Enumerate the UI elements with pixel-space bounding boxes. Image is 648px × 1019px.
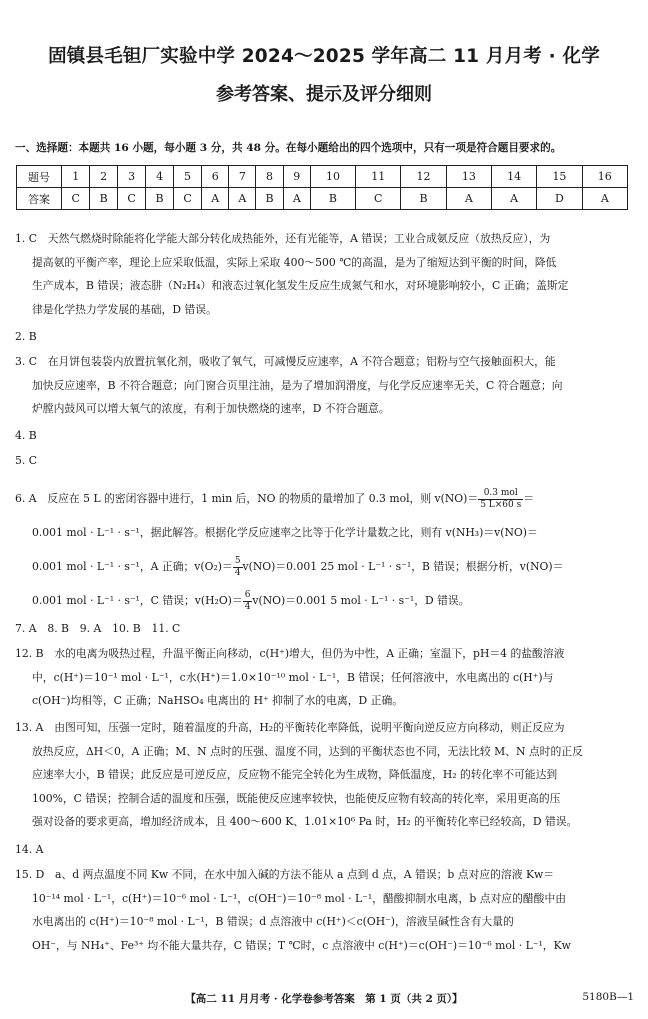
question-number: 1 bbox=[62, 166, 90, 188]
answer-cell: A bbox=[229, 188, 256, 210]
text-line: 中，c(H⁺)＝10⁻¹ mol · L⁻¹，c水(H⁺)＝1.0×10⁻¹⁰ mol · L⁻¹，B 错误；任何溶液中，水电离出的 c(H⁺)与 bbox=[32, 670, 554, 684]
question-number: 7 bbox=[229, 166, 256, 188]
answer-cell: B bbox=[310, 188, 355, 210]
explanation-q5: 5. C bbox=[15, 454, 37, 467]
q6-line1-end: ＝ bbox=[523, 492, 535, 505]
explanation-q6 bbox=[15, 482, 635, 618]
explanation-q1 bbox=[15, 227, 635, 321]
text-line: 1. C 天然气燃烧时除能将化学能大部分转化成热能外，还有光能等，A 错误；工业合成氨反应（放热反应），为 bbox=[15, 232, 551, 245]
explanation-q7-11: 7. A 8. B 9. A 10. B 11. C bbox=[15, 622, 181, 635]
row-label-answer: 答案 bbox=[17, 188, 62, 210]
document-code: 5180B—1 bbox=[582, 991, 634, 1003]
question-number: 2 bbox=[90, 166, 117, 188]
answer-cell: B bbox=[256, 188, 283, 210]
answer-cell: C bbox=[117, 188, 145, 210]
answer-cell: A bbox=[582, 188, 627, 210]
explanation-q2: 2. B bbox=[15, 330, 37, 343]
answer-cell: C bbox=[62, 188, 90, 210]
fraction-numerator: 0.3 mol bbox=[478, 488, 523, 500]
text-line: 10⁻¹⁴ mol · L⁻¹，c(H⁺)＝10⁻⁶ mol · L⁻¹，c(OH⁻)＝10⁻⁸ mol · L⁻¹，醋酸抑制水电离，b 点对应的醋酸中由 bbox=[32, 891, 567, 905]
explanation-q3 bbox=[15, 350, 635, 421]
question-number: 9 bbox=[283, 166, 310, 188]
question-number: 12 bbox=[401, 166, 446, 188]
fraction-denominator: 4 bbox=[234, 567, 241, 578]
answer-row bbox=[17, 188, 628, 210]
question-number: 5 bbox=[173, 166, 201, 188]
answer-cell: A bbox=[283, 188, 310, 210]
question-number: 13 bbox=[446, 166, 491, 188]
question-number: 4 bbox=[146, 166, 173, 188]
text-line: OH⁻，与 NH₄⁺、Fe³⁺ 均不能大量共存，C 错误；T ℃时，c 点溶液中 c(H⁺)＝c(OH⁻)＝10⁻⁶ mol · L⁻¹，Kw bbox=[32, 938, 571, 952]
text-line: 应速率大小，B 错误；此反应是可逆反应，反应物不能完全转化为生成物，降低温度，H₂ 的转化率不可能达到 bbox=[32, 768, 558, 781]
answer-cell: A bbox=[446, 188, 491, 210]
text-line: 提高氨的平衡产率，理论上应采取低温，实际上采取 400～500 ℃的高温，是为了缩短达到平衡的时间，降低 bbox=[32, 255, 557, 269]
text-line bbox=[15, 584, 635, 618]
text-line: 12. B 水的电离为吸热过程，升温平衡正向移动，c(H⁺)增大，但仍为中性，A 正确；室温下，pH＝4 的盐酸溶液 bbox=[15, 647, 565, 660]
answer-cell: C bbox=[173, 188, 201, 210]
text-line: 3. C 在月饼包装袋内放置抗氧化剂，吸收了氧气，可减慢反应速率，A 不符合题意；铝粉与空气接触面积大，能 bbox=[15, 355, 556, 368]
text-line bbox=[15, 482, 635, 516]
fraction bbox=[478, 488, 523, 511]
explanation-q13 bbox=[15, 716, 635, 834]
text-line: c(OH⁻)均相等，C 正确；NaHSO₄ 电离出的 H⁺ 抑制了水的电离，D 正确。 bbox=[32, 694, 404, 707]
question-number: 10 bbox=[310, 166, 355, 188]
question-number: 14 bbox=[492, 166, 537, 188]
text-line: 加快反应速率，B 不符合题意；向门窗合页里注油，是为了增加润滑度，与化学反应速率无关，C 符合题意；向 bbox=[32, 378, 563, 392]
fraction bbox=[243, 590, 253, 613]
text-line: 炉膛内鼓风可以增大氧气的浓度，有利于加快燃烧的速率，D 不符合题意。 bbox=[32, 402, 390, 415]
answer-cell: A bbox=[492, 188, 537, 210]
text-line: 0.001 mol · L⁻¹ · s⁻¹，据此解答。根据化学反应速率之比等于化学计量数之比，则有 v(NH₃)＝v(NO)＝ bbox=[32, 526, 538, 539]
text-line bbox=[15, 550, 635, 584]
answer-cell: B bbox=[90, 188, 117, 210]
answer-cell: D bbox=[537, 188, 582, 210]
text-line: 放热反应，ΔH＜0，A 正确；M、N 点时的压强、温度不同，达到的平衡状态也不同，无法比较 M、N 点时的正反 bbox=[32, 744, 583, 758]
question-number: 16 bbox=[582, 166, 627, 188]
question-number: 8 bbox=[256, 166, 283, 188]
question-number: 11 bbox=[356, 166, 401, 188]
explanation-q12 bbox=[15, 642, 635, 713]
text-line: 水电离出的 c(H⁺)＝10⁻⁸ mol · L⁻¹，B 错误；d 点溶液中 c(H⁺)＜c(OH⁻)，溶液呈碱性含有大量的 bbox=[32, 915, 514, 928]
fraction-numerator: 6 bbox=[244, 589, 251, 600]
explanation-q4: 4. B bbox=[15, 429, 37, 442]
fraction-numerator: 5 bbox=[234, 555, 241, 566]
page-subtitle: 参考答案、提示及评分细则 bbox=[216, 84, 432, 105]
row-label-question: 题号 bbox=[17, 166, 62, 188]
answer-cell: C bbox=[356, 188, 401, 210]
question-number: 15 bbox=[537, 166, 582, 188]
answer-cell: B bbox=[401, 188, 446, 210]
question-number: 6 bbox=[202, 166, 229, 188]
page-footer: 【高二 11 月月考 · 化学卷参考答案 第 1 页（共 2 页）】 bbox=[185, 993, 463, 1005]
q6-line4-text: 0.001 mol · L⁻¹ · s⁻¹，C 错误；v(H₂O)＝ bbox=[32, 594, 243, 607]
fraction-denominator: 5 L×60 s bbox=[480, 499, 522, 510]
q6-line3-end: v(NO)＝0.001 25 mol · L⁻¹ · s⁻¹，B 错误；根据分析，v(NO)＝ bbox=[242, 560, 564, 573]
answer-table bbox=[16, 165, 628, 210]
text-line: 律是化学热力学发展的基础，D 错误。 bbox=[32, 302, 217, 316]
question-number-row bbox=[17, 166, 628, 188]
explanation-q15 bbox=[15, 863, 635, 957]
text-line: 15. D a、d 两点温度不同 Kw 不同，在水中加入碱的方法不能从 a 点到 d 点，A 错误；b 点对应的溶液 Kw＝ bbox=[15, 868, 555, 881]
fraction bbox=[233, 556, 243, 579]
q6-line3-text: 0.001 mol · L⁻¹ · s⁻¹，A 正确；v(O₂)＝ bbox=[32, 560, 233, 573]
answer-cell: A bbox=[202, 188, 229, 210]
explanation-q14: 14. A bbox=[15, 843, 44, 856]
fraction-denominator: 4 bbox=[244, 601, 251, 612]
question-number: 3 bbox=[117, 166, 145, 188]
q6-line1-text: 6. A 反应在 5 L 的密闭容器中进行，1 min 后，NO 的物质的量增加了 0.3 mol，则 v(NO)＝ bbox=[15, 492, 479, 505]
text-line: 13. A 由图可知，压强一定时，随着温度的升高，H₂的平衡转化率降低，说明平衡向逆反应方向移动，则正反应为 bbox=[15, 721, 565, 734]
text-line: 100%，C 错误；控制合适的温度和压强，既能使反应速率较快，也能使反应物有较高的转化率，采用更高的压 bbox=[32, 791, 561, 805]
q6-line4-end: v(NO)＝0.001 5 mol · L⁻¹ · s⁻¹，D 错误。 bbox=[252, 594, 470, 607]
text-line: 强对设备的要求更高，增加经济成本，且 400～600 K、1.01×10⁶ Pa 时，H₂ 的平衡转化率已经较高，D 错误。 bbox=[32, 815, 578, 828]
section-heading: 一、选择题：本题共 16 小题，每小题 3 分，共 48 分。在每小题给出的四个选项中，只有一项是符合题目要求的。 bbox=[15, 142, 562, 154]
answer-cell: B bbox=[146, 188, 173, 210]
text-line: 生产成本，B 错误；液态肼（N₂H₄）和液态过氧化氢发生反应生成氮气和水，对环境影响较小，C 正确；盖斯定 bbox=[32, 279, 569, 292]
page-title: 固镇县毛钽厂实验中学 2024～2025 学年高二 11 月月考 · 化学 bbox=[48, 46, 600, 67]
